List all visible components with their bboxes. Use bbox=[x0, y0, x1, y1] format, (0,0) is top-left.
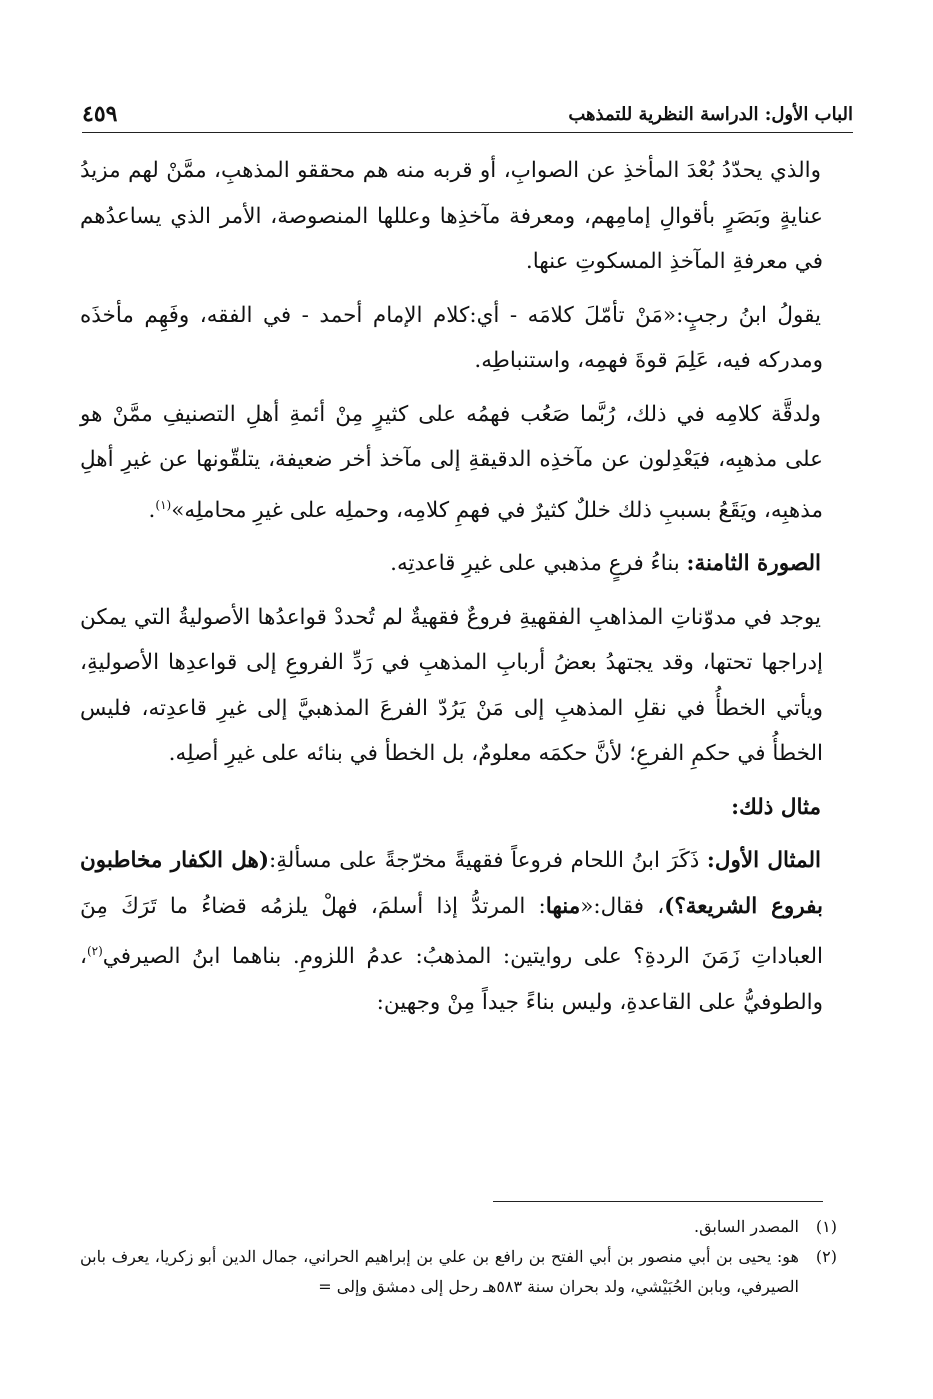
paragraph-text: يوجد في مدوّناتِ المذاهبِ الفقهيةِ فروعٌ فقهيةٌ لم تُحددْ قواعدُها الأصوليةُ التي يمكن إدراجها تحتها، وقد يجتهدُ بعضُ أربابِ المذهبِ في رَدِّ الفروعِ إلى قواعدِها الأصوليةِ، ويأتي الخطأُ في نقلِ المذهبِ إلى مَنْ يَرُدّ الفرعَ المذهبيَّ إلى غيرِ قاعدِته، فليس الخطأُ في حكمِ الفرعِ؛ لأنَّ حكمَه معلومٌ، بل الخطأ في بنائه على غيرِ أصلِه. bbox=[80, 604, 823, 767]
running-title: الباب الأول: الدراسة النظرية للتمذهب bbox=[568, 103, 853, 125]
example-heading: مثال ذلك: bbox=[731, 794, 821, 820]
paragraph bbox=[80, 293, 823, 384]
footnote-number: (٢) bbox=[815, 1247, 837, 1266]
footnote-ref[interactable]: (١) bbox=[155, 497, 172, 512]
example-text-a: ذَكَرَ ابنُ اللحام فروعاً فقهيةً مخرّجةً على مسألةِ: bbox=[269, 848, 700, 874]
main-text bbox=[80, 148, 823, 1033]
paragraph-text: والذي يحدّدُ بُعْدَ المأخذِ عن الصوابِ، أو قربه منه هم محققو المذهبِ، ممَّنْ لهم مزيدُ عنايةٍ وبَصَرٍ بأقوالِ إمامِهم، ومعرفة مآخذِها وعللها المنصوصة، الأمر الذي يساعدُهم في معرفةِ المآخذِ المسكوتِ عنها. bbox=[80, 158, 823, 274]
section-label: الصورة الثامنة: bbox=[686, 551, 821, 577]
footnote-text: هو: يحيى بن أبي منصور بن أبي الفتح بن رافع بن علي بن إبراهيم الحراني، جمال الدين أبو زكريا، يعرف بابن الصيرفي، وبابن الحُبَيْشي، ولد بحران سنة ٥٨٣هـ رحل إلى دمشق وإلى = bbox=[80, 1247, 799, 1296]
example-text-c: : المرتدُّ إذا أسلمَ، فهلْ يلزمُه قضاءُ ما تَرَكَ مِنَ العباداتِ زَمَنَ الردةِ؟ على روايتين: المذهبُ: عدمُ اللزومِ. بناهما ابنُ الصيرفي bbox=[80, 893, 823, 970]
page-number: ٤٥٩ bbox=[82, 101, 118, 127]
footnote bbox=[80, 1242, 837, 1302]
paragraph-text: يقولُ ابنُ رجبٍ:«مَنْ تأمّلَ كلامَه - أي:كلام الإمام أحمد - في الفقه، وفَهِم مأخذَه ومدركه فيه، عَلِمَ قوةَ فهمِه، واستنباطِه. bbox=[80, 302, 823, 373]
section-text: بناءُ فرعٍ مذهبي على غيرِ قاعدتِه. bbox=[390, 551, 680, 577]
footnote-ref[interactable]: (٢) bbox=[86, 944, 103, 959]
example-label: المثال الأول: bbox=[706, 848, 821, 874]
paragraph-text: ولدقَّة كلامِه في ذلك، رُبَّما صَعُب فهمُه على كثيرٍ مِنْ أئمةِ أهلِ التصنيفِ ممَّنْ هو على مذهبِه، فيَعْدِلون عن مآخذِه الدقيقةِ إلى مآخذ أخر ضعيفة، يتلقّونها عن غيرِ أهلِ مذهبِه، ويَقَعُ بسببِ ذلك خللٌ كثيرٌ في فهمِ كلامِه، وحملِه على غيرِ محاملِه» bbox=[80, 401, 823, 523]
paragraph: ولدقَّة كلامِه في ذلك، رُبَّما صَعُب فهمُه على كثيرٍ مِنْ أئمةِ أهلِ التصنيفِ ممَّنْ هو على مذهبِه، فيَعْدِلون عن مآخذِه الدقيقةِ إلى مآخذ أخر ضعيفة، يتلقّونها عن غيرِ أهلِ مذهبِه، ويَقَعُ بسببِ ذلك خللٌ كثيرٌ في فهمِ كلامِه، وحملِه على غيرِ محاملِه»$^{(١)}$. bbox=[80, 401, 823, 523]
example-paragraph bbox=[80, 838, 823, 1025]
example-bold-minha: منها bbox=[545, 893, 581, 919]
example-text-d: ، والطوفيُّ على القاعدةِ، وليس بناءً جيداً مِنْ وجهين: bbox=[80, 944, 823, 1015]
footnote bbox=[80, 1212, 837, 1242]
section-heading bbox=[80, 541, 823, 587]
footnote-separator bbox=[493, 1201, 823, 1202]
footnote-text: المصدر السابق. bbox=[693, 1217, 799, 1236]
footnotes bbox=[80, 1212, 837, 1302]
paragraph bbox=[80, 595, 823, 777]
paragraph bbox=[80, 148, 823, 285]
page-header bbox=[82, 96, 853, 133]
footnote-number: (١) bbox=[815, 1217, 837, 1236]
example-bold-title: (هل الكفار مخاطبون بفروع الشريعة؟) bbox=[80, 848, 823, 919]
example-text-b: ، فقال:« bbox=[580, 893, 665, 919]
